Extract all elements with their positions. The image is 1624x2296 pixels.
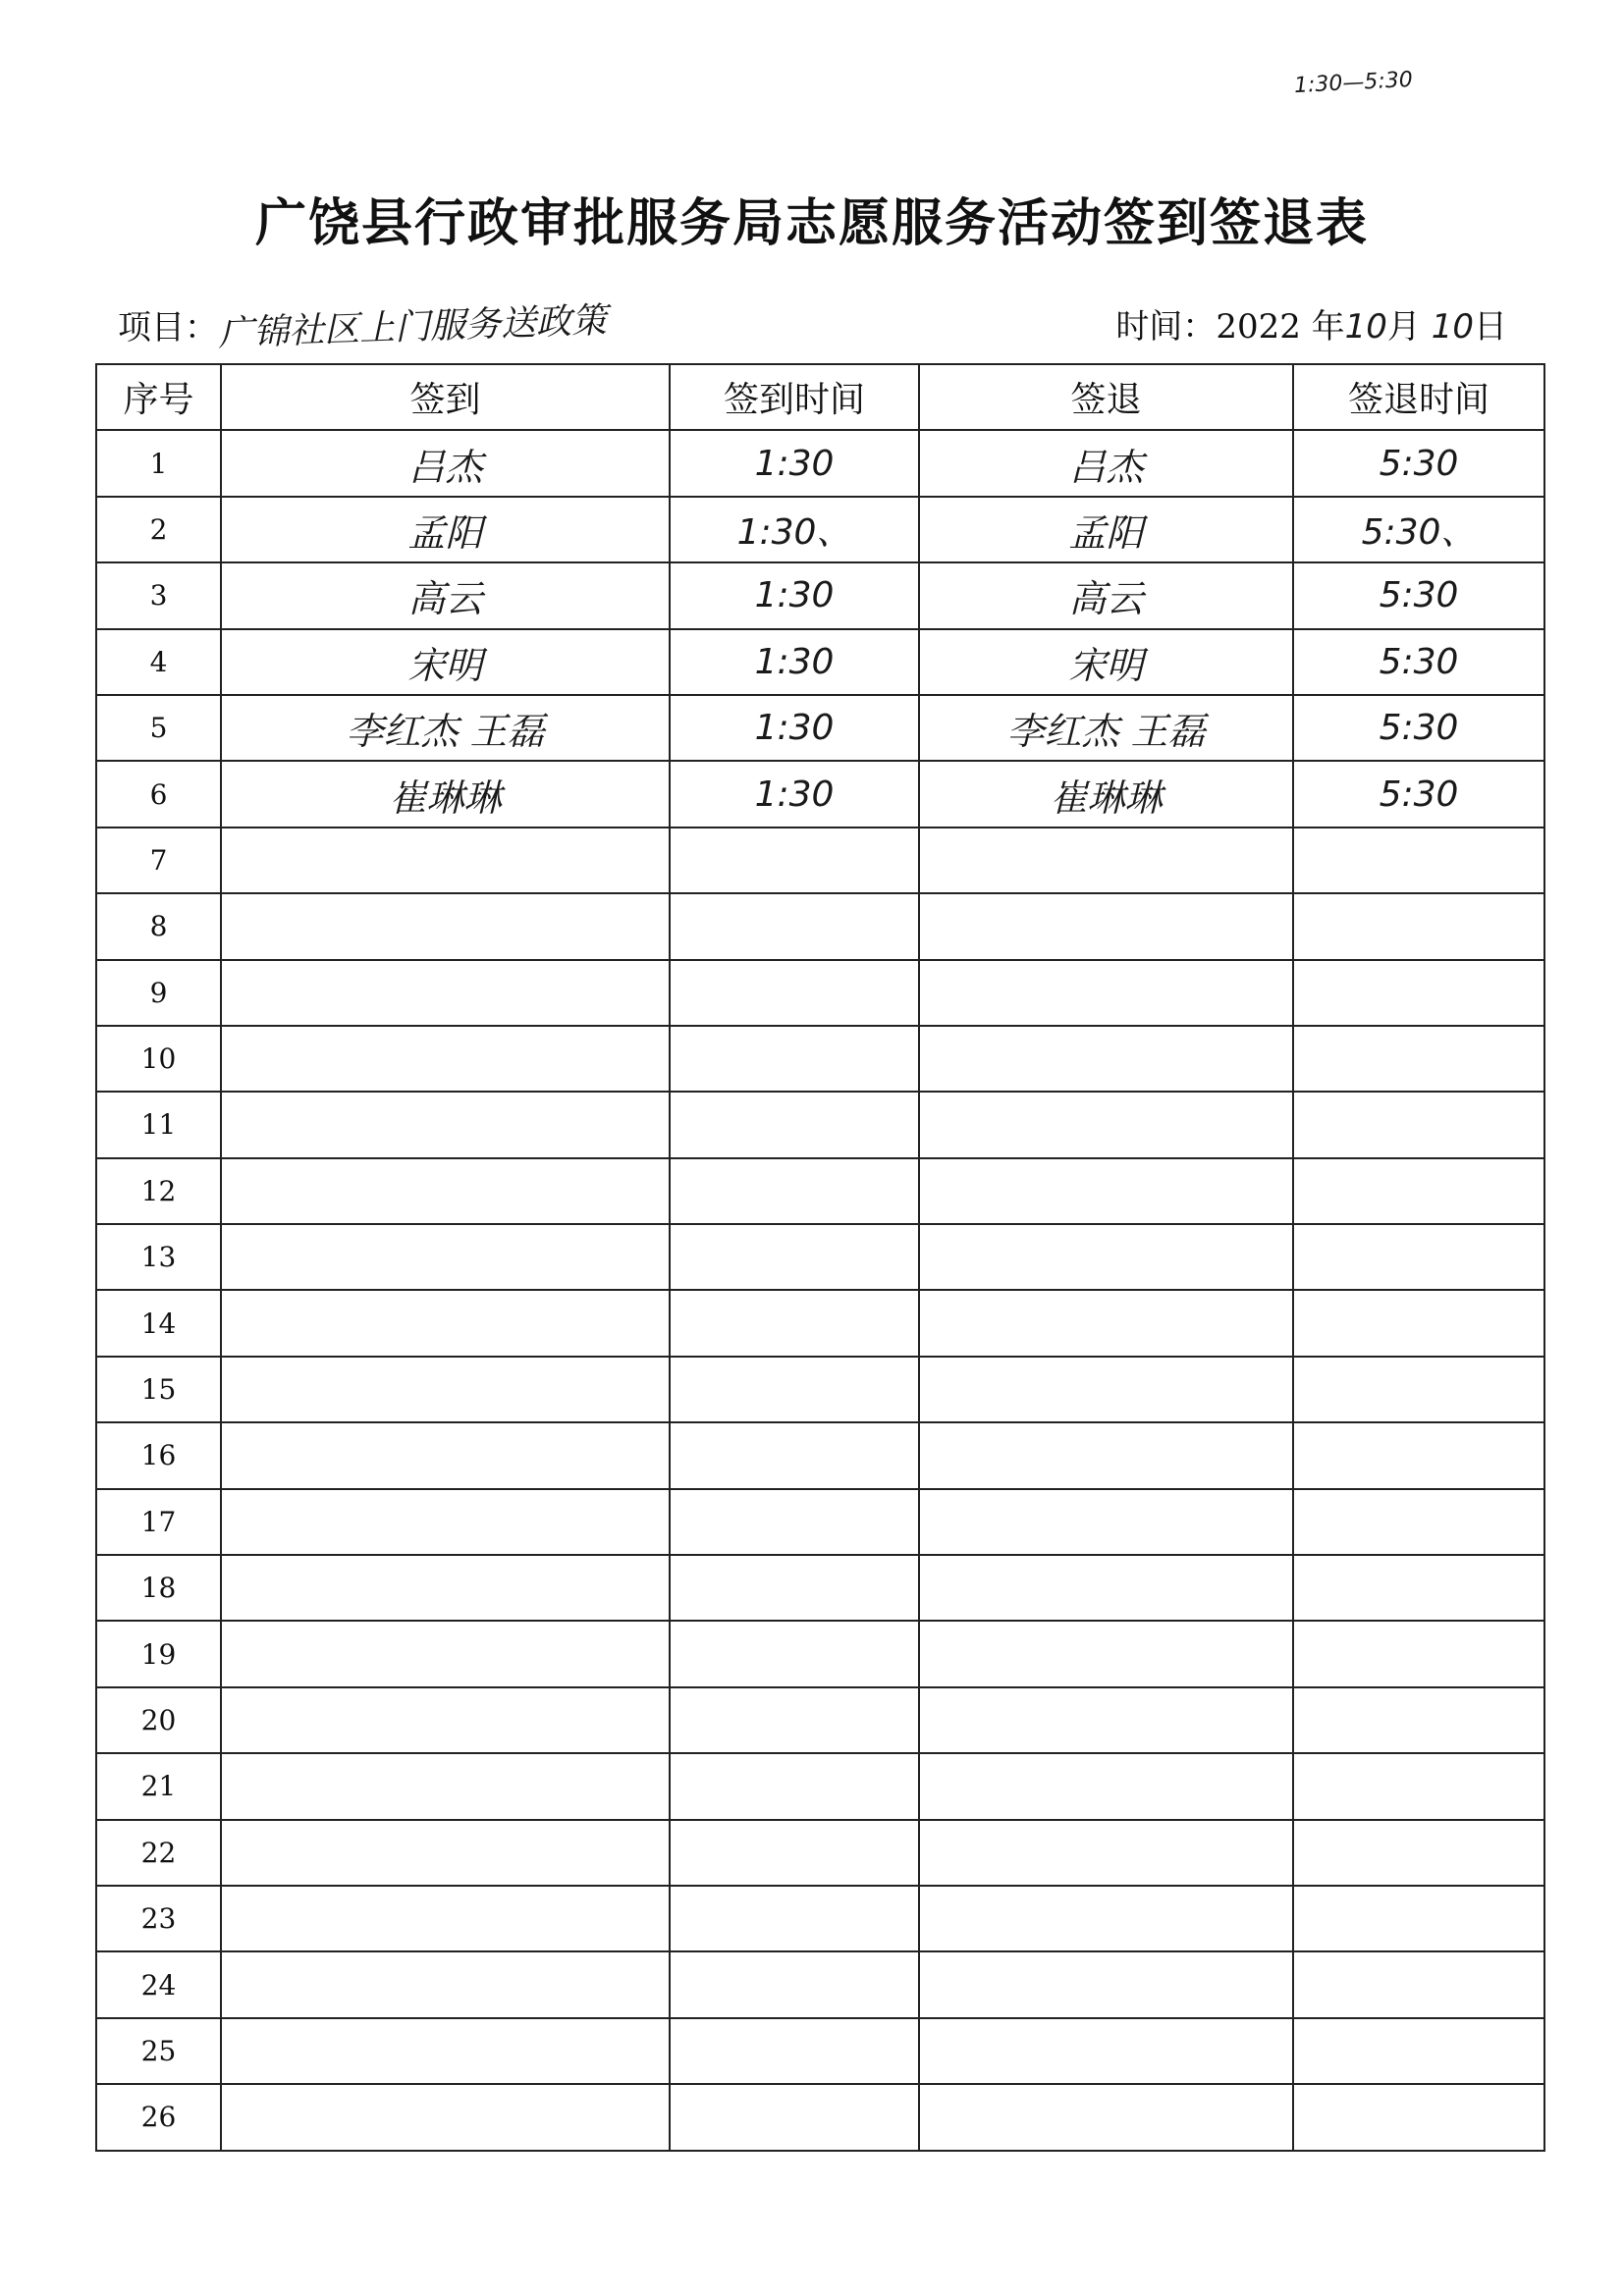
sign-out-time bbox=[1293, 1290, 1544, 1356]
sign-out-time bbox=[1293, 2084, 1544, 2150]
sign-out-signature bbox=[919, 1290, 1293, 1356]
table-row bbox=[96, 1489, 1544, 1555]
date-label: 时间： bbox=[1115, 307, 1217, 347]
sign-out-time bbox=[1293, 1224, 1544, 1290]
header-sign-in-time: 签到时间 bbox=[670, 364, 919, 430]
date-day: 10 bbox=[1431, 307, 1474, 347]
sign-out-time: 5:30 bbox=[1293, 430, 1544, 496]
project-value: 广锦社区上门服务送政策 bbox=[217, 300, 608, 354]
row-number: 11 bbox=[96, 1092, 221, 1157]
row-number: 24 bbox=[96, 1951, 221, 2017]
table-row bbox=[96, 1224, 1544, 1290]
table-row bbox=[96, 2018, 1544, 2084]
sign-in-signature: 崔琳琳 bbox=[221, 761, 670, 827]
sign-out-signature: 高云 bbox=[919, 562, 1293, 628]
sign-out-signature bbox=[919, 1886, 1293, 1951]
year-char: 年 bbox=[1311, 307, 1345, 347]
sign-out-time bbox=[1293, 1753, 1544, 1819]
sign-out-time bbox=[1293, 2018, 1544, 2084]
row-number: 8 bbox=[96, 893, 221, 959]
row-number: 16 bbox=[96, 1422, 221, 1488]
sign-in-time bbox=[670, 1224, 919, 1290]
sign-out-signature bbox=[919, 1753, 1293, 1819]
row-number: 5 bbox=[96, 695, 221, 761]
sign-out-time bbox=[1293, 1886, 1544, 1951]
table-row bbox=[96, 1092, 1544, 1157]
row-number: 19 bbox=[96, 1621, 221, 1686]
table-row bbox=[96, 1951, 1544, 2017]
sign-in-signature bbox=[221, 1886, 670, 1951]
header-sign-in: 签到 bbox=[221, 364, 670, 430]
sign-out-signature bbox=[919, 1820, 1293, 1886]
sign-out-time bbox=[1293, 893, 1544, 959]
sign-out-time: 5:30 bbox=[1293, 629, 1544, 695]
sign-out-time bbox=[1293, 1357, 1544, 1422]
sign-out-signature bbox=[919, 1621, 1293, 1686]
table-row bbox=[96, 1820, 1544, 1886]
row-number: 1 bbox=[96, 430, 221, 496]
sign-out-signature bbox=[919, 1092, 1293, 1157]
table-row bbox=[96, 1555, 1544, 1621]
sign-out-signature bbox=[919, 1422, 1293, 1488]
sign-in-signature bbox=[221, 1489, 670, 1555]
table-row bbox=[96, 893, 1544, 959]
sign-in-table bbox=[95, 363, 1545, 2152]
row-number: 18 bbox=[96, 1555, 221, 1621]
sign-out-time bbox=[1293, 828, 1544, 893]
table-row bbox=[96, 1422, 1544, 1488]
sign-in-signature bbox=[221, 1026, 670, 1092]
table-row bbox=[96, 1886, 1544, 1951]
sign-out-signature bbox=[919, 1687, 1293, 1753]
row-number: 25 bbox=[96, 2018, 221, 2084]
row-number: 2 bbox=[96, 497, 221, 562]
month-char: 月 bbox=[1386, 307, 1421, 347]
sign-in-time: 1:30 bbox=[670, 629, 919, 695]
sign-in-signature: 吕杰 bbox=[221, 430, 670, 496]
meta-row bbox=[118, 299, 1507, 358]
row-number: 21 bbox=[96, 1753, 221, 1819]
row-number: 22 bbox=[96, 1820, 221, 1886]
sign-in-signature bbox=[221, 1555, 670, 1621]
sign-out-time bbox=[1293, 1158, 1544, 1224]
table-row bbox=[96, 960, 1544, 1026]
sign-in-time bbox=[670, 1357, 919, 1422]
sign-in-signature bbox=[221, 1224, 670, 1290]
sign-in-time: 1:30 bbox=[670, 430, 919, 496]
header-sign-out-time: 签退时间 bbox=[1293, 364, 1544, 430]
sign-in-time bbox=[670, 1422, 919, 1488]
project-field bbox=[118, 299, 608, 354]
date-month: 10 bbox=[1344, 307, 1387, 347]
sign-out-time: 5:30 bbox=[1293, 562, 1544, 628]
sign-out-time bbox=[1293, 1951, 1544, 2017]
sign-out-signature: 孟阳 bbox=[919, 497, 1293, 562]
sign-out-time bbox=[1293, 1026, 1544, 1092]
sign-out-signature bbox=[919, 893, 1293, 959]
row-number: 10 bbox=[96, 1026, 221, 1092]
sign-in-time bbox=[670, 1687, 919, 1753]
row-number: 26 bbox=[96, 2084, 221, 2150]
sign-in-time: 1:30 bbox=[670, 695, 919, 761]
sign-in-time bbox=[670, 1489, 919, 1555]
table-row bbox=[96, 629, 1544, 695]
page-title: 广饶县行政审批服务局志愿服务活动签到签退表 bbox=[254, 193, 1369, 253]
sign-out-time bbox=[1293, 1489, 1544, 1555]
sign-in-signature: 孟阳 bbox=[221, 497, 670, 562]
sign-in-signature bbox=[221, 1290, 670, 1356]
header-sign-out: 签退 bbox=[919, 364, 1293, 430]
date-field bbox=[1115, 299, 1507, 347]
table-row bbox=[96, 1687, 1544, 1753]
table-row bbox=[96, 695, 1544, 761]
sign-out-time bbox=[1293, 1687, 1544, 1753]
sign-in-signature bbox=[221, 960, 670, 1026]
table-row bbox=[96, 2084, 1544, 2150]
sign-in-time bbox=[670, 960, 919, 1026]
date-year: 2022 bbox=[1216, 307, 1301, 347]
day-char: 日 bbox=[1474, 307, 1507, 347]
sign-in-signature bbox=[221, 1753, 670, 1819]
row-number: 14 bbox=[96, 1290, 221, 1356]
sign-in-signature bbox=[221, 2018, 670, 2084]
sign-out-time bbox=[1293, 1555, 1544, 1621]
sign-out-time: 5:30 bbox=[1293, 695, 1544, 761]
row-number: 13 bbox=[96, 1224, 221, 1290]
sign-in-signature: 宋明 bbox=[221, 629, 670, 695]
sign-in-signature bbox=[221, 893, 670, 959]
sign-in-time bbox=[670, 1951, 919, 2017]
sign-in-time bbox=[670, 2018, 919, 2084]
sign-out-signature: 吕杰 bbox=[919, 430, 1293, 496]
sign-out-signature bbox=[919, 1357, 1293, 1422]
table-row bbox=[96, 761, 1544, 827]
sign-out-signature: 李红杰 王磊 bbox=[919, 695, 1293, 761]
sign-out-signature: 宋明 bbox=[919, 629, 1293, 695]
row-number: 4 bbox=[96, 629, 221, 695]
table-row bbox=[96, 1290, 1544, 1356]
sign-in-time bbox=[670, 1820, 919, 1886]
sign-in-time bbox=[670, 1886, 919, 1951]
table-row bbox=[96, 497, 1544, 562]
sign-out-signature bbox=[919, 1951, 1293, 2017]
sign-out-time bbox=[1293, 1092, 1544, 1157]
row-number: 15 bbox=[96, 1357, 221, 1422]
sign-out-time bbox=[1293, 1820, 1544, 1886]
table-row bbox=[96, 562, 1544, 628]
sign-in-time: 1:30、 bbox=[670, 497, 919, 562]
table-body bbox=[96, 430, 1544, 2150]
sign-out-signature bbox=[919, 1224, 1293, 1290]
sign-in-signature: 李红杰 王磊 bbox=[221, 695, 670, 761]
sign-in-signature bbox=[221, 828, 670, 893]
sign-in-signature bbox=[221, 1092, 670, 1157]
project-label: 项目： bbox=[118, 308, 218, 347]
sign-in-time bbox=[670, 1621, 919, 1686]
sign-in-signature bbox=[221, 1158, 670, 1224]
sign-in-time bbox=[670, 1290, 919, 1356]
sign-out-signature bbox=[919, 1555, 1293, 1621]
row-number: 6 bbox=[96, 761, 221, 827]
row-number: 20 bbox=[96, 1687, 221, 1753]
sign-in-signature: 高云 bbox=[221, 562, 670, 628]
sign-out-time bbox=[1293, 960, 1544, 1026]
header-no: 序号 bbox=[96, 364, 221, 430]
sign-in-signature bbox=[221, 1687, 670, 1753]
sign-in-signature bbox=[221, 1951, 670, 2017]
sign-in-time bbox=[670, 1158, 919, 1224]
sign-in-time bbox=[670, 893, 919, 959]
row-number: 9 bbox=[96, 960, 221, 1026]
sign-in-signature bbox=[221, 2084, 670, 2150]
table-row bbox=[96, 1158, 1544, 1224]
sign-in-signature bbox=[221, 1357, 670, 1422]
sign-in-signature bbox=[221, 1621, 670, 1686]
sign-in-time bbox=[670, 1555, 919, 1621]
handwritten-corner-note: 1:30—5:30 bbox=[1293, 67, 1414, 99]
row-number: 7 bbox=[96, 828, 221, 893]
sign-out-signature bbox=[919, 2084, 1293, 2150]
table-row bbox=[96, 828, 1544, 893]
sign-in-signature bbox=[221, 1422, 670, 1488]
sign-out-time: 5:30、 bbox=[1293, 497, 1544, 562]
table-row bbox=[96, 1357, 1544, 1422]
row-number: 17 bbox=[96, 1489, 221, 1555]
table-row bbox=[96, 1753, 1544, 1819]
sign-out-signature bbox=[919, 960, 1293, 1026]
sign-in-time: 1:30 bbox=[670, 562, 919, 628]
row-number: 3 bbox=[96, 562, 221, 628]
sign-in-time bbox=[670, 1092, 919, 1157]
header-row bbox=[96, 364, 1544, 430]
sign-in-time bbox=[670, 1753, 919, 1819]
sign-out-time bbox=[1293, 1621, 1544, 1686]
sign-out-signature bbox=[919, 1489, 1293, 1555]
sign-in-time: 1:30 bbox=[670, 761, 919, 827]
sign-out-signature: 崔琳琳 bbox=[919, 761, 1293, 827]
sign-in-signature bbox=[221, 1820, 670, 1886]
sign-in-time bbox=[670, 828, 919, 893]
sign-out-time: 5:30 bbox=[1293, 761, 1544, 827]
row-number: 12 bbox=[96, 1158, 221, 1224]
table-row bbox=[96, 430, 1544, 496]
sign-out-signature bbox=[919, 1026, 1293, 1092]
sign-out-time bbox=[1293, 1422, 1544, 1488]
sign-out-signature bbox=[919, 1158, 1293, 1224]
sign-out-signature bbox=[919, 2018, 1293, 2084]
sign-in-time bbox=[670, 2084, 919, 2150]
table-row bbox=[96, 1026, 1544, 1092]
sign-in-time bbox=[670, 1026, 919, 1092]
table-row bbox=[96, 1621, 1544, 1686]
row-number: 23 bbox=[96, 1886, 221, 1951]
sign-out-signature bbox=[919, 828, 1293, 893]
